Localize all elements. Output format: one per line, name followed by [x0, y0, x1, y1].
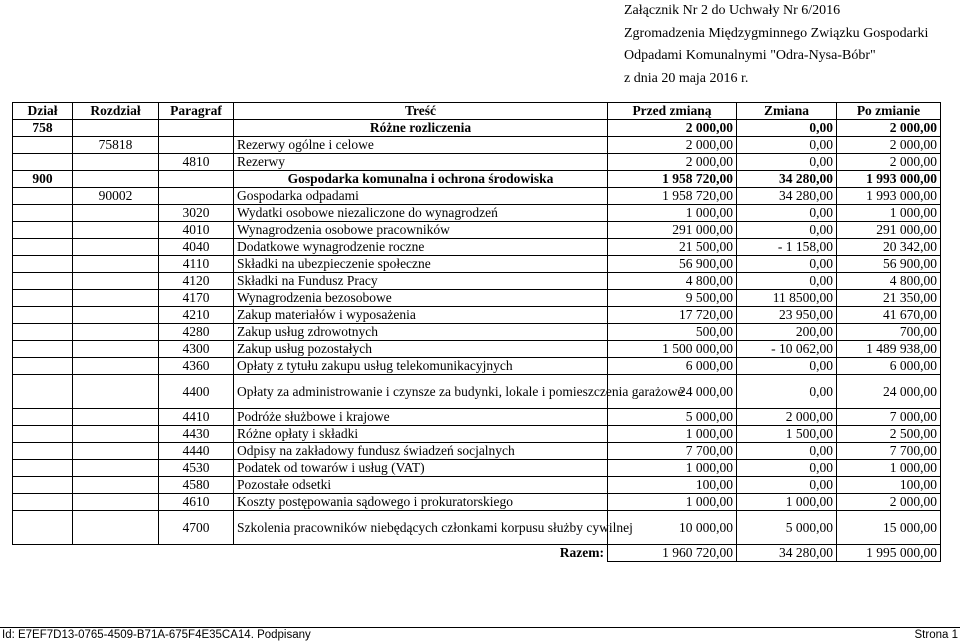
table-header-row	[13, 103, 941, 120]
cell-przed-zmiana: 1 000,00	[608, 205, 737, 222]
cell-tresc: Szkolenia pracowników niebędących członkami korpusu służby cywilnej	[234, 511, 608, 545]
table-row	[13, 426, 941, 443]
document-id: Id: E7EF7D13-0765-4509-B71A-675F4E35CA14. Podpisany	[2, 629, 311, 641]
cell-tresc: Pozostałe odsetki	[234, 477, 608, 494]
cell-tresc: Wydatki osobowe niezaliczone do wynagrodzeń	[234, 205, 608, 222]
cell-paragraf: 4170	[159, 290, 234, 307]
cell-przed-zmiana: 21 500,00	[608, 239, 737, 256]
cell-paragraf: 4700	[159, 511, 234, 545]
table-row	[13, 375, 941, 409]
cell-rozdzial	[73, 511, 159, 545]
cell-zmiana: 200,00	[737, 324, 837, 341]
cell-paragraf: 4010	[159, 222, 234, 239]
table-row	[13, 256, 941, 273]
table-row	[13, 443, 941, 460]
cell-zmiana: 0,00	[737, 443, 837, 460]
cell-tresc: Opłaty za administrowanie i czynsze za budynki, lokale i pomieszczenia garażowe	[234, 375, 608, 409]
cell-paragraf: 4610	[159, 494, 234, 511]
cell-dzial	[13, 222, 73, 239]
cell-przed-zmiana: 1 000,00	[608, 494, 737, 511]
cell-dzial	[13, 375, 73, 409]
cell-tresc: Opłaty z tytułu zakupu usług telekomunikacyjnych	[234, 358, 608, 375]
header-paragraf: Paragraf	[159, 103, 234, 120]
table-row	[13, 290, 941, 307]
cell-dzial	[13, 443, 73, 460]
cell-rozdzial	[73, 273, 159, 290]
cell-zmiana: - 1 158,00	[737, 239, 837, 256]
cell-przed-zmiana: 9 500,00	[608, 290, 737, 307]
cell-rozdzial: 75818	[73, 137, 159, 154]
cell-paragraf: 4430	[159, 426, 234, 443]
cell-po-zmianie: 2 000,00	[837, 154, 941, 171]
cell-dzial	[13, 137, 73, 154]
cell-przed-zmiana: 1 958 720,00	[608, 171, 737, 188]
cell-po-zmianie: 24 000,00	[837, 375, 941, 409]
cell-paragraf	[159, 120, 234, 137]
cell-zmiana: 0,00	[737, 120, 837, 137]
table-row	[13, 137, 941, 154]
cell-po-zmianie: 1 000,00	[837, 205, 941, 222]
cell-rozdzial	[73, 222, 159, 239]
cell-po-zmianie: 7 000,00	[837, 409, 941, 426]
cell-zmiana: 5 000,00	[737, 511, 837, 545]
cell-zmiana: 0,00	[737, 358, 837, 375]
cell-paragraf: 4440	[159, 443, 234, 460]
cell-zmiana: 34 280,00	[737, 171, 837, 188]
cell-przed-zmiana: 10 000,00	[608, 511, 737, 545]
cell-rozdzial	[73, 409, 159, 426]
cell-paragraf: 4580	[159, 477, 234, 494]
cell-dzial	[13, 511, 73, 545]
cell-rozdzial	[73, 239, 159, 256]
cell-po-zmianie: 2 000,00	[837, 494, 941, 511]
cell-przed-zmiana: 100,00	[608, 477, 737, 494]
cell-przed-zmiana: 17 720,00	[608, 307, 737, 324]
cell-przed-zmiana: 56 900,00	[608, 256, 737, 273]
header-zmiana: Zmiana	[737, 103, 837, 120]
cell-zmiana: 0,00	[737, 137, 837, 154]
cell-zmiana: 1 500,00	[737, 426, 837, 443]
cell-tresc: Rezerwy	[234, 154, 608, 171]
cell-przed-zmiana: 2 000,00	[608, 120, 737, 137]
table-row	[13, 120, 941, 137]
page-number: Strona 1	[914, 629, 958, 641]
cell-dzial	[13, 290, 73, 307]
cell-dzial	[13, 477, 73, 494]
cell-przed-zmiana: 24 000,00	[608, 375, 737, 409]
cell-tresc: Odpisy na zakładowy fundusz świadzeń socjalnych	[234, 443, 608, 460]
cell-po-zmianie: 2 000,00	[837, 137, 941, 154]
cell-zmiana: 1 000,00	[737, 494, 837, 511]
cell-tresc: Podatek od towarów i usług (VAT)	[234, 460, 608, 477]
cell-rozdzial	[73, 375, 159, 409]
table-row	[13, 205, 941, 222]
cell-zmiana: 23 950,00	[737, 307, 837, 324]
total-po-zmianie: 1 995 000,00	[837, 545, 941, 562]
cell-zmiana: 0,00	[737, 375, 837, 409]
cell-po-zmianie: 15 000,00	[837, 511, 941, 545]
page-footer	[0, 627, 960, 641]
table-row	[13, 154, 941, 171]
cell-dzial	[13, 307, 73, 324]
cell-dzial	[13, 358, 73, 375]
cell-dzial: 758	[13, 120, 73, 137]
total-label: Razem:	[559, 545, 604, 561]
cell-dzial	[13, 324, 73, 341]
attachment-note-line-4: z dnia 20 maja 2016 r.	[624, 70, 749, 86]
cell-paragraf	[159, 137, 234, 154]
cell-po-zmianie: 6 000,00	[837, 358, 941, 375]
cell-po-zmianie: 1 000,00	[837, 460, 941, 477]
cell-po-zmianie: 20 342,00	[837, 239, 941, 256]
cell-dzial	[13, 239, 73, 256]
attachment-note-line-2: Zgromadzenia Międzygminnego Związku Gospodarki	[624, 25, 929, 41]
cell-paragraf: 4280	[159, 324, 234, 341]
cell-zmiana: 0,00	[737, 256, 837, 273]
cell-po-zmianie: 700,00	[837, 324, 941, 341]
cell-tresc: Gospodarka komunalna i ochrona środowiska	[234, 171, 608, 188]
cell-rozdzial: 90002	[73, 188, 159, 205]
total-row	[13, 545, 941, 562]
cell-po-zmianie: 41 670,00	[837, 307, 941, 324]
header-po-zmianie: Po zmianie	[837, 103, 941, 120]
header-rozdzial: Rozdział	[73, 103, 159, 120]
total-spacer	[73, 545, 159, 562]
cell-zmiana: 11 8500,00	[737, 290, 837, 307]
cell-paragraf: 4040	[159, 239, 234, 256]
cell-dzial	[13, 494, 73, 511]
table-row	[13, 358, 941, 375]
table-row	[13, 171, 941, 188]
cell-po-zmianie: 100,00	[837, 477, 941, 494]
cell-paragraf	[159, 171, 234, 188]
cell-przed-zmiana: 6 000,00	[608, 358, 737, 375]
cell-po-zmianie: 291 000,00	[837, 222, 941, 239]
table-row	[13, 239, 941, 256]
attachment-note-line-3: Odpadami Komunalnymi "Odra-Nysa-Bóbr"	[624, 48, 876, 63]
cell-rozdzial	[73, 494, 159, 511]
cell-rozdzial	[73, 460, 159, 477]
cell-tresc: Podróże służbowe i krajowe	[234, 409, 608, 426]
cell-rozdzial	[73, 426, 159, 443]
budget-table	[12, 102, 941, 562]
cell-rozdzial	[73, 154, 159, 171]
cell-paragraf	[159, 188, 234, 205]
cell-tresc: Wynagrodzenia bezosobowe	[234, 290, 608, 307]
cell-paragraf: 3020	[159, 205, 234, 222]
attachment-note-line-1: Załącznik Nr 2 do Uchwały Nr 6/2016	[624, 3, 841, 18]
cell-po-zmianie: 21 350,00	[837, 290, 941, 307]
cell-rozdzial	[73, 324, 159, 341]
cell-po-zmianie: 4 800,00	[837, 273, 941, 290]
table-row	[13, 273, 941, 290]
table-row	[13, 409, 941, 426]
total-spacer	[159, 545, 234, 562]
cell-paragraf: 4410	[159, 409, 234, 426]
cell-po-zmianie: 1 489 938,00	[837, 341, 941, 358]
table-row	[13, 341, 941, 358]
cell-paragraf: 4360	[159, 358, 234, 375]
cell-zmiana: 0,00	[737, 477, 837, 494]
cell-rozdzial	[73, 290, 159, 307]
cell-paragraf: 4400	[159, 375, 234, 409]
cell-rozdzial	[73, 120, 159, 137]
cell-dzial	[13, 188, 73, 205]
table-row	[13, 460, 941, 477]
table-row	[13, 188, 941, 205]
attachment-note	[624, 0, 928, 90]
cell-po-zmianie: 7 700,00	[837, 443, 941, 460]
cell-dzial	[13, 154, 73, 171]
cell-paragraf: 4210	[159, 307, 234, 324]
cell-paragraf: 4810	[159, 154, 234, 171]
cell-tresc: Składki na Fundusz Pracy	[234, 273, 608, 290]
cell-rozdzial	[73, 477, 159, 494]
cell-zmiana: 0,00	[737, 273, 837, 290]
cell-przed-zmiana: 4 800,00	[608, 273, 737, 290]
cell-po-zmianie: 56 900,00	[837, 256, 941, 273]
cell-przed-zmiana: 1 000,00	[608, 426, 737, 443]
cell-zmiana: 0,00	[737, 460, 837, 477]
cell-dzial	[13, 341, 73, 358]
cell-przed-zmiana: 2 000,00	[608, 154, 737, 171]
cell-dzial	[13, 273, 73, 290]
cell-rozdzial	[73, 307, 159, 324]
header-tresc: Treść	[234, 103, 608, 120]
cell-przed-zmiana: 1 500 000,00	[608, 341, 737, 358]
cell-zmiana: - 10 062,00	[737, 341, 837, 358]
cell-przed-zmiana: 7 700,00	[608, 443, 737, 460]
cell-rozdzial	[73, 341, 159, 358]
cell-rozdzial	[73, 205, 159, 222]
cell-tresc: Koszty postępowania sądowego i prokuratorskiego	[234, 494, 608, 511]
table-row	[13, 511, 941, 545]
table-row	[13, 307, 941, 324]
cell-tresc: Zakup usług zdrowotnych	[234, 324, 608, 341]
cell-tresc: Składki na ubezpieczenie społeczne	[234, 256, 608, 273]
cell-po-zmianie: 1 993 000,00	[837, 171, 941, 188]
cell-po-zmianie: 2 500,00	[837, 426, 941, 443]
cell-zmiana: 0,00	[737, 222, 837, 239]
cell-dzial	[13, 205, 73, 222]
cell-przed-zmiana: 1 000,00	[608, 460, 737, 477]
header-przed-zmiana: Przed zmianą	[608, 103, 737, 120]
cell-zmiana: 0,00	[737, 205, 837, 222]
cell-tresc: Wynagrodzenia osobowe pracowników	[234, 222, 608, 239]
cell-zmiana: 34 280,00	[737, 188, 837, 205]
cell-tresc: Zakup usług pozostałych	[234, 341, 608, 358]
cell-paragraf: 4530	[159, 460, 234, 477]
cell-rozdzial	[73, 358, 159, 375]
table-row	[13, 494, 941, 511]
cell-dzial	[13, 426, 73, 443]
cell-przed-zmiana: 291 000,00	[608, 222, 737, 239]
table-row	[13, 324, 941, 341]
cell-paragraf: 4120	[159, 273, 234, 290]
cell-dzial	[13, 460, 73, 477]
table-row	[13, 222, 941, 239]
cell-rozdzial	[73, 171, 159, 188]
cell-przed-zmiana: 2 000,00	[608, 137, 737, 154]
total-spacer	[13, 545, 73, 562]
cell-paragraf: 4300	[159, 341, 234, 358]
table-row	[13, 477, 941, 494]
header-dzial: Dział	[13, 103, 73, 120]
total-przed-zmiana: 1 960 720,00	[608, 545, 737, 562]
cell-dzial: 900	[13, 171, 73, 188]
cell-po-zmianie: 2 000,00	[837, 120, 941, 137]
cell-dzial	[13, 256, 73, 273]
cell-przed-zmiana: 1 958 720,00	[608, 188, 737, 205]
cell-tresc: Gospodarka odpadami	[234, 188, 608, 205]
cell-zmiana: 2 000,00	[737, 409, 837, 426]
cell-tresc: Zakup materiałów i wyposażenia	[234, 307, 608, 324]
cell-przed-zmiana: 5 000,00	[608, 409, 737, 426]
cell-tresc: Różne rozliczenia	[234, 120, 608, 137]
cell-tresc: Różne opłaty i składki	[234, 426, 608, 443]
cell-rozdzial	[73, 443, 159, 460]
cell-rozdzial	[73, 256, 159, 273]
cell-zmiana: 0,00	[737, 154, 837, 171]
cell-po-zmianie: 1 993 000,00	[837, 188, 941, 205]
cell-paragraf: 4110	[159, 256, 234, 273]
cell-tresc: Dodatkowe wynagrodzenie roczne	[234, 239, 608, 256]
cell-przed-zmiana: 500,00	[608, 324, 737, 341]
total-zmiana: 34 280,00	[737, 545, 837, 562]
cell-tresc: Rezerwy ogólne i celowe	[234, 137, 608, 154]
cell-dzial	[13, 409, 73, 426]
